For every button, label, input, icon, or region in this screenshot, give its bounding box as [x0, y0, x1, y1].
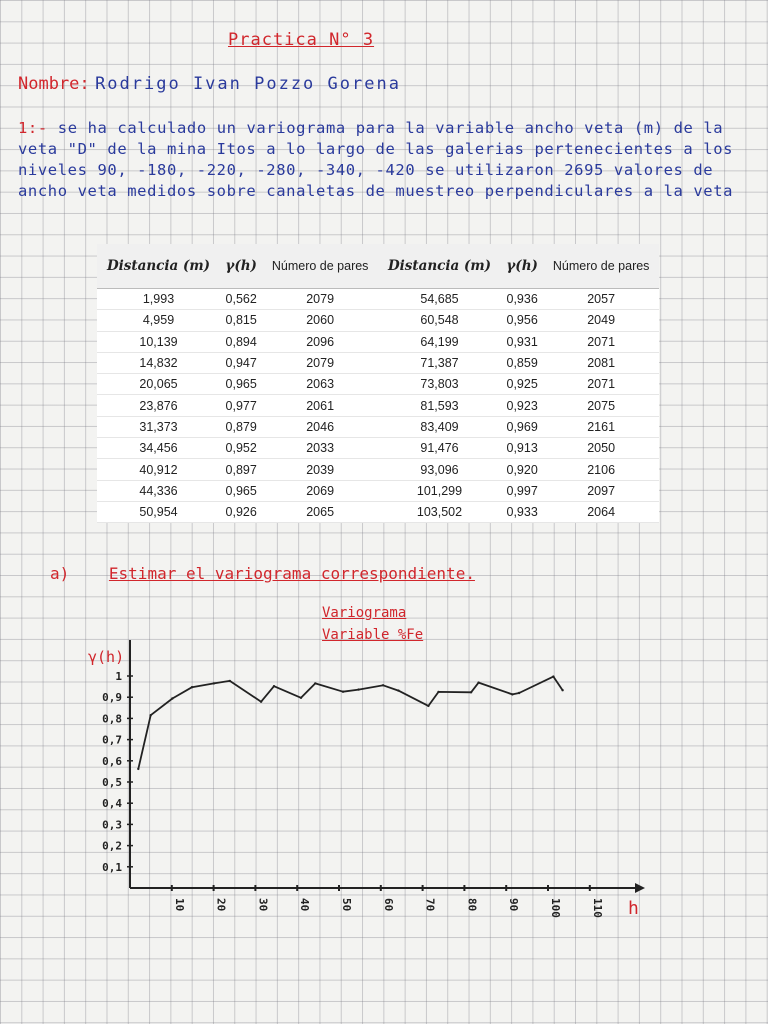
data-point: [477, 681, 479, 683]
table-cell: 0,977: [220, 395, 262, 416]
y-tick-label: 0,7: [102, 733, 122, 747]
table-cell: 14,832: [97, 352, 220, 373]
y-tick-label: 0,5: [102, 776, 122, 789]
data-point: [511, 693, 513, 695]
table-cell: 0,897: [220, 459, 262, 480]
table-cell: 73,803: [378, 374, 501, 395]
x-tick-label: 90: [507, 898, 521, 912]
table-cell: 2081: [543, 352, 659, 373]
problem-number: 1:-: [18, 119, 48, 137]
table-header-pairs: Número de pares: [262, 244, 378, 289]
data-point: [518, 692, 520, 694]
data-point: [357, 688, 359, 690]
x-tick-label: 70: [423, 898, 437, 912]
table-header-distance: Distancia (m): [378, 244, 501, 289]
table-cell: 4,959: [97, 310, 220, 331]
table-cell: 103,502: [378, 501, 501, 522]
data-point: [213, 682, 215, 684]
x-tick-label: 100: [549, 898, 562, 918]
y-tick-label: 0,3: [102, 818, 122, 832]
name-value: Rodrigo Ivan Pozzo Gorena: [95, 74, 401, 94]
table-cell: 91,476: [378, 438, 501, 459]
x-tick-label: 80: [465, 898, 479, 912]
x-tick-label: 40: [298, 898, 312, 912]
table-cell: 2106: [543, 459, 659, 480]
table-header-pairs: Número de pares: [543, 244, 659, 289]
table-header-gamma: γ(h): [220, 244, 262, 289]
data-point: [437, 691, 439, 693]
table-cell: 2039: [262, 459, 378, 480]
data-point: [382, 684, 384, 686]
table-cell: 1,993: [97, 289, 220, 310]
table-cell: 0,859: [501, 352, 543, 373]
data-point: [150, 714, 152, 716]
table-cell: 0,936: [501, 289, 543, 310]
table-cell: 2064: [543, 501, 659, 522]
x-axis-label: h: [628, 898, 639, 919]
table-cell: 0,913: [501, 438, 543, 459]
table-cell: 0,947: [220, 352, 262, 373]
table-cell: 0,920: [501, 459, 543, 480]
data-point: [427, 705, 429, 707]
part-a-text: Estimar el variograma correspondiente.: [108, 564, 475, 583]
table-cell: 2057: [543, 289, 659, 310]
table-header-gamma: γ(h): [501, 244, 543, 289]
table-cell: 0,562: [220, 289, 262, 310]
table-header-distance: Distancia (m): [97, 244, 220, 289]
x-tick-label: 30: [256, 898, 270, 912]
table-cell: 0,879: [220, 416, 262, 437]
table-cell: 0,965: [220, 374, 262, 395]
data-point: [552, 675, 554, 677]
data-point: [137, 768, 139, 770]
table-cell: 0,931: [501, 331, 543, 352]
table-cell: 2069: [262, 480, 378, 501]
table-cell: 2050: [543, 438, 659, 459]
table-cell: 2079: [262, 289, 378, 310]
table-cell: 2096: [262, 331, 378, 352]
table-cell: 34,456: [97, 438, 220, 459]
y-tick-label: 0,4: [102, 797, 122, 811]
table-cell: 2060: [262, 310, 378, 331]
table-cell: 2063: [262, 374, 378, 395]
table-cell: 20,065: [97, 374, 220, 395]
data-point: [191, 686, 193, 688]
table-cell: 2071: [543, 331, 659, 352]
table-cell: 0,965: [220, 480, 262, 501]
y-tick-label: 1: [115, 670, 122, 683]
table-cell: 2065: [262, 501, 378, 522]
table-cell: 40,912: [97, 459, 220, 480]
table-cell: 64,199: [378, 331, 501, 352]
table-cell: 101,299: [378, 480, 501, 501]
problem-text: se ha calculado un variograma para la variable ancho veta (m) de la veta "D" de la mina Itos a lo largo de las galerias pertenecientes a los niveles 90, -180, -220, -280, -340, -420 se utilizaron 2695 valores de ancho veta medidos sobre canaletas de muestreo perpendiculares a la veta: [18, 119, 734, 200]
table-cell: 0,969: [501, 416, 543, 437]
table-cell: 0,926: [220, 501, 262, 522]
table-cell: 10,139: [97, 331, 220, 352]
table-cell: 2046: [262, 416, 378, 437]
chart-title-line1: Variograma: [322, 605, 407, 621]
table-cell: 0,997: [501, 480, 543, 501]
table-cell: 2075: [543, 395, 659, 416]
y-tick-label: 0,9: [102, 691, 122, 705]
table-cell: 2079: [262, 352, 378, 373]
y-tick-label: 0,6: [102, 754, 122, 768]
table-cell: 71,387: [378, 352, 501, 373]
table-cell: 0,815: [220, 310, 262, 331]
table-cell: 0,952: [220, 438, 262, 459]
table-cell: 2061: [262, 395, 378, 416]
table-cell: 0,923: [501, 395, 543, 416]
data-point: [561, 689, 563, 691]
data-point: [470, 691, 472, 693]
data-point: [273, 685, 275, 687]
chart-title-line2: Variable %Fe: [322, 627, 424, 643]
table-cell: 0,894: [220, 331, 262, 352]
y-tick-label: 0,2: [102, 839, 122, 853]
table-cell: 60,548: [378, 310, 501, 331]
part-a-label: a): [50, 564, 70, 583]
data-point: [300, 697, 302, 699]
table-cell: 23,876: [97, 395, 220, 416]
table-cell: 50,954: [97, 501, 220, 522]
y-tick-label: 0,8: [102, 712, 122, 726]
x-axis-arrow: [635, 883, 645, 893]
data-point: [260, 701, 262, 703]
data-point: [171, 697, 173, 699]
name-label: Nombre:: [18, 74, 90, 94]
table-cell: 2161: [543, 416, 659, 437]
variogram-line: [138, 677, 562, 769]
table-cell: 0,925: [501, 374, 543, 395]
table-cell: 31,373: [97, 416, 220, 437]
data-point: [397, 689, 399, 691]
y-tick-label: 0,1: [102, 860, 122, 874]
x-tick-label: 20: [214, 898, 228, 912]
data-point: [229, 680, 231, 682]
y-axis-label: γ(h): [88, 648, 125, 666]
table-cell: 2097: [543, 480, 659, 501]
page-title: Practica N° 3: [228, 30, 375, 50]
table-cell: 83,409: [378, 416, 501, 437]
x-tick-label: 110: [590, 898, 604, 918]
table-cell: 2071: [543, 374, 659, 395]
table-cell: 54,685: [378, 289, 501, 310]
table-cell: 0,933: [501, 501, 543, 522]
table-cell: 93,096: [378, 459, 501, 480]
table-cell: 0,956: [501, 310, 543, 331]
data-point: [314, 682, 316, 684]
x-tick-label: 50: [340, 898, 353, 912]
x-tick-label: 10: [172, 898, 186, 912]
table-cell: 81,593: [378, 395, 501, 416]
table-cell: 2033: [262, 438, 378, 459]
x-tick-label: 60: [381, 898, 395, 912]
table-cell: 44,336: [97, 480, 220, 501]
table-cell: 2049: [543, 310, 659, 331]
data-point: [342, 691, 344, 693]
